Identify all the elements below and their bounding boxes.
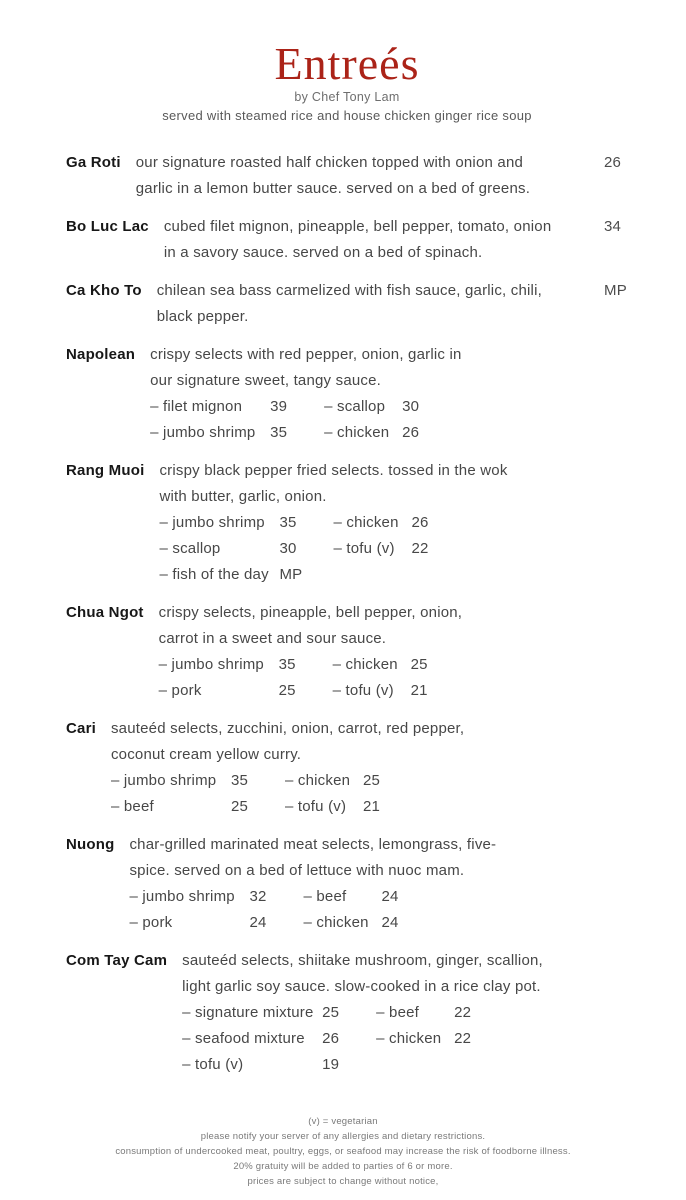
variant-price: 25 bbox=[230, 797, 249, 815]
variant-price: 19 bbox=[322, 1055, 340, 1073]
item-description-line: with butter, garlic, onion. bbox=[159, 487, 327, 505]
variant-price: 21 bbox=[410, 681, 428, 699]
menu-item-rang-muoi bbox=[66, 458, 638, 588]
variant-price: 25 bbox=[278, 681, 296, 699]
item-name: Cari bbox=[66, 719, 96, 737]
served-with-note: served with steamed rice and house chicken ginger rice soup bbox=[162, 107, 532, 123]
item-price: 34 bbox=[604, 217, 622, 235]
variant-row bbox=[129, 910, 638, 936]
item-description-line: sauteéd selects, shiitake mushroom, ginger, scallion, bbox=[182, 951, 543, 969]
item-description-line: coconut cream yellow curry. bbox=[110, 745, 302, 763]
item-description-line: spice. served on a bed of lettuce with nuoc mam. bbox=[129, 861, 465, 879]
variant-price: MP bbox=[279, 565, 303, 583]
variant-name: – jumbo shrimp bbox=[150, 423, 256, 441]
menu-list bbox=[66, 150, 638, 1078]
menu-item-napolean bbox=[66, 342, 638, 446]
variant-price bbox=[411, 562, 457, 588]
variant-name: – chicken bbox=[303, 913, 369, 931]
variant-price: 25 bbox=[322, 1003, 340, 1021]
item-description-line: chilean sea bass carmelized with fish sauce, garlic, chili, bbox=[156, 281, 542, 299]
item-description-line: black pepper. bbox=[156, 307, 249, 325]
variant-price: 26 bbox=[322, 1029, 340, 1047]
item-description-line: crispy selects with red pepper, onion, garlic in bbox=[150, 345, 462, 363]
variant-price: 22 bbox=[454, 1029, 472, 1047]
menu-header bbox=[66, 40, 628, 123]
variant-row bbox=[159, 510, 638, 536]
item-description-line: our signature sweet, tangy sauce. bbox=[150, 371, 382, 389]
variant-row bbox=[182, 1000, 638, 1026]
item-description-line: light garlic soy sauce. slow-cooked in a rice clay pot. bbox=[182, 977, 541, 995]
menu-footer bbox=[0, 1114, 686, 1189]
variant-price: 30 bbox=[279, 539, 297, 557]
variant-name bbox=[333, 562, 411, 588]
variant-row bbox=[159, 652, 638, 678]
variant-row bbox=[159, 562, 638, 588]
item-name: Rang Muoi bbox=[66, 461, 145, 479]
variant-name: – jumbo shrimp bbox=[110, 771, 217, 789]
item-description-line: cubed filet mignon, pineapple, bell pepper, tomato, onion bbox=[163, 217, 552, 235]
variant-name: – beef bbox=[376, 1003, 420, 1021]
item-description-line: crispy selects, pineapple, bell pepper, onion, bbox=[158, 603, 463, 621]
page-title: Entreés bbox=[274, 38, 420, 89]
variant-price: 35 bbox=[270, 423, 288, 441]
item-name: Bo Luc Lac bbox=[66, 217, 149, 235]
menu-item-ga-roti bbox=[66, 150, 638, 202]
menu-item-com-tay-cam bbox=[66, 948, 638, 1078]
menu-item-chua-ngot bbox=[66, 600, 638, 704]
variant-price: 24 bbox=[381, 913, 399, 931]
variant-name: – tofu (v) bbox=[284, 797, 347, 815]
variant-name: – beef bbox=[303, 887, 347, 905]
item-description-line: carrot in a sweet and sour sauce. bbox=[158, 629, 387, 647]
footer-vegetarian-key: (v) = vegetarian bbox=[308, 1116, 378, 1127]
variant-name: – scallop bbox=[159, 539, 221, 557]
variant-name: – seafood mixture bbox=[182, 1029, 305, 1047]
variant-name: – pork bbox=[158, 681, 202, 699]
variant-price: 35 bbox=[230, 771, 249, 789]
variant-row bbox=[182, 1026, 638, 1052]
variant-price: 24 bbox=[381, 887, 399, 905]
item-description-line: in a savory sauce. served on a bed of spinach. bbox=[163, 243, 483, 261]
variant-price: 22 bbox=[411, 539, 429, 557]
item-description-line: our signature roasted half chicken topped with onion and bbox=[135, 153, 524, 171]
variant-name: – chicken bbox=[332, 655, 398, 673]
item-name: Com Tay Cam bbox=[66, 951, 168, 969]
chef-byline: by Chef Tony Lam bbox=[294, 89, 400, 104]
variant-name: – chicken bbox=[333, 513, 399, 531]
variant-name: – signature mixture bbox=[182, 1003, 314, 1021]
variant-price: 30 bbox=[402, 397, 420, 415]
variant-row bbox=[150, 420, 638, 446]
menu-item-nuong bbox=[66, 832, 638, 936]
variant-name: – tofu (v) bbox=[182, 1055, 244, 1073]
menu-item-ca-kho-to bbox=[66, 278, 638, 330]
variant-name: – jumbo shrimp bbox=[158, 655, 264, 673]
variant-row bbox=[111, 794, 638, 820]
variant-name: – beef bbox=[110, 797, 154, 815]
item-price: MP bbox=[604, 281, 627, 299]
variant-row bbox=[111, 768, 638, 794]
item-price: 26 bbox=[604, 153, 622, 171]
variant-row bbox=[159, 536, 638, 562]
item-name: Chua Ngot bbox=[66, 603, 144, 621]
item-description-line: garlic in a lemon butter sauce. served on a bed of greens. bbox=[135, 179, 531, 197]
footer-gratuity-note: 20% gratuity will be added to parties of 6 or more. bbox=[233, 1161, 453, 1172]
item-description-line: char-grilled marinated meat selects, lemongrass, five- bbox=[129, 835, 497, 853]
menu-item-cari bbox=[66, 716, 638, 820]
variant-price: 25 bbox=[362, 771, 381, 789]
variant-name: – jumbo shrimp bbox=[129, 887, 235, 905]
footer-allergy-note: please notify your server of any allergies and dietary restrictions. bbox=[200, 1131, 486, 1142]
variant-price: 26 bbox=[411, 513, 429, 531]
variant-name: – chicken bbox=[284, 771, 351, 789]
variant-name: – scallop bbox=[324, 397, 386, 415]
variant-row bbox=[182, 1052, 638, 1078]
variant-name: – chicken bbox=[324, 423, 390, 441]
variant-name: – chicken bbox=[376, 1029, 442, 1047]
variant-row bbox=[159, 678, 638, 704]
variant-price: 21 bbox=[362, 797, 381, 815]
item-description-line: sauteéd selects, zucchini, onion, carrot, red pepper, bbox=[110, 719, 465, 737]
variant-name: – filet mignon bbox=[150, 397, 243, 415]
variant-price: 25 bbox=[410, 655, 428, 673]
footer-prices-note: prices are subject to change without notice, bbox=[247, 1176, 439, 1187]
variant-price: 26 bbox=[402, 423, 420, 441]
variant-price: 24 bbox=[249, 913, 267, 931]
menu-item-bo-luc-lac bbox=[66, 214, 638, 266]
item-name: Ca Kho To bbox=[66, 281, 142, 299]
variant-price: 35 bbox=[278, 655, 296, 673]
variant-name: – tofu (v) bbox=[333, 539, 395, 557]
item-description-line: crispy black pepper fried selects. tossed in the wok bbox=[159, 461, 508, 479]
item-name: Napolean bbox=[66, 345, 136, 363]
footer-undercooked-warning: consumption of undercooked meat, poultry, eggs, or seafood may increase the risk of foodborne illness. bbox=[115, 1146, 571, 1157]
variant-price bbox=[454, 1052, 500, 1078]
variant-price: 32 bbox=[249, 887, 267, 905]
variant-name: – tofu (v) bbox=[332, 681, 394, 699]
variant-price: 22 bbox=[454, 1003, 472, 1021]
variant-name: – pork bbox=[129, 913, 173, 931]
item-name: Nuong bbox=[66, 835, 115, 853]
variant-row bbox=[129, 884, 638, 910]
variant-name bbox=[376, 1052, 454, 1078]
variant-name: – jumbo shrimp bbox=[159, 513, 265, 531]
variant-price: 35 bbox=[279, 513, 297, 531]
variant-name: – fish of the day bbox=[159, 565, 269, 583]
variant-price: 39 bbox=[270, 397, 288, 415]
variant-row bbox=[150, 394, 638, 420]
item-name: Ga Roti bbox=[66, 153, 121, 171]
